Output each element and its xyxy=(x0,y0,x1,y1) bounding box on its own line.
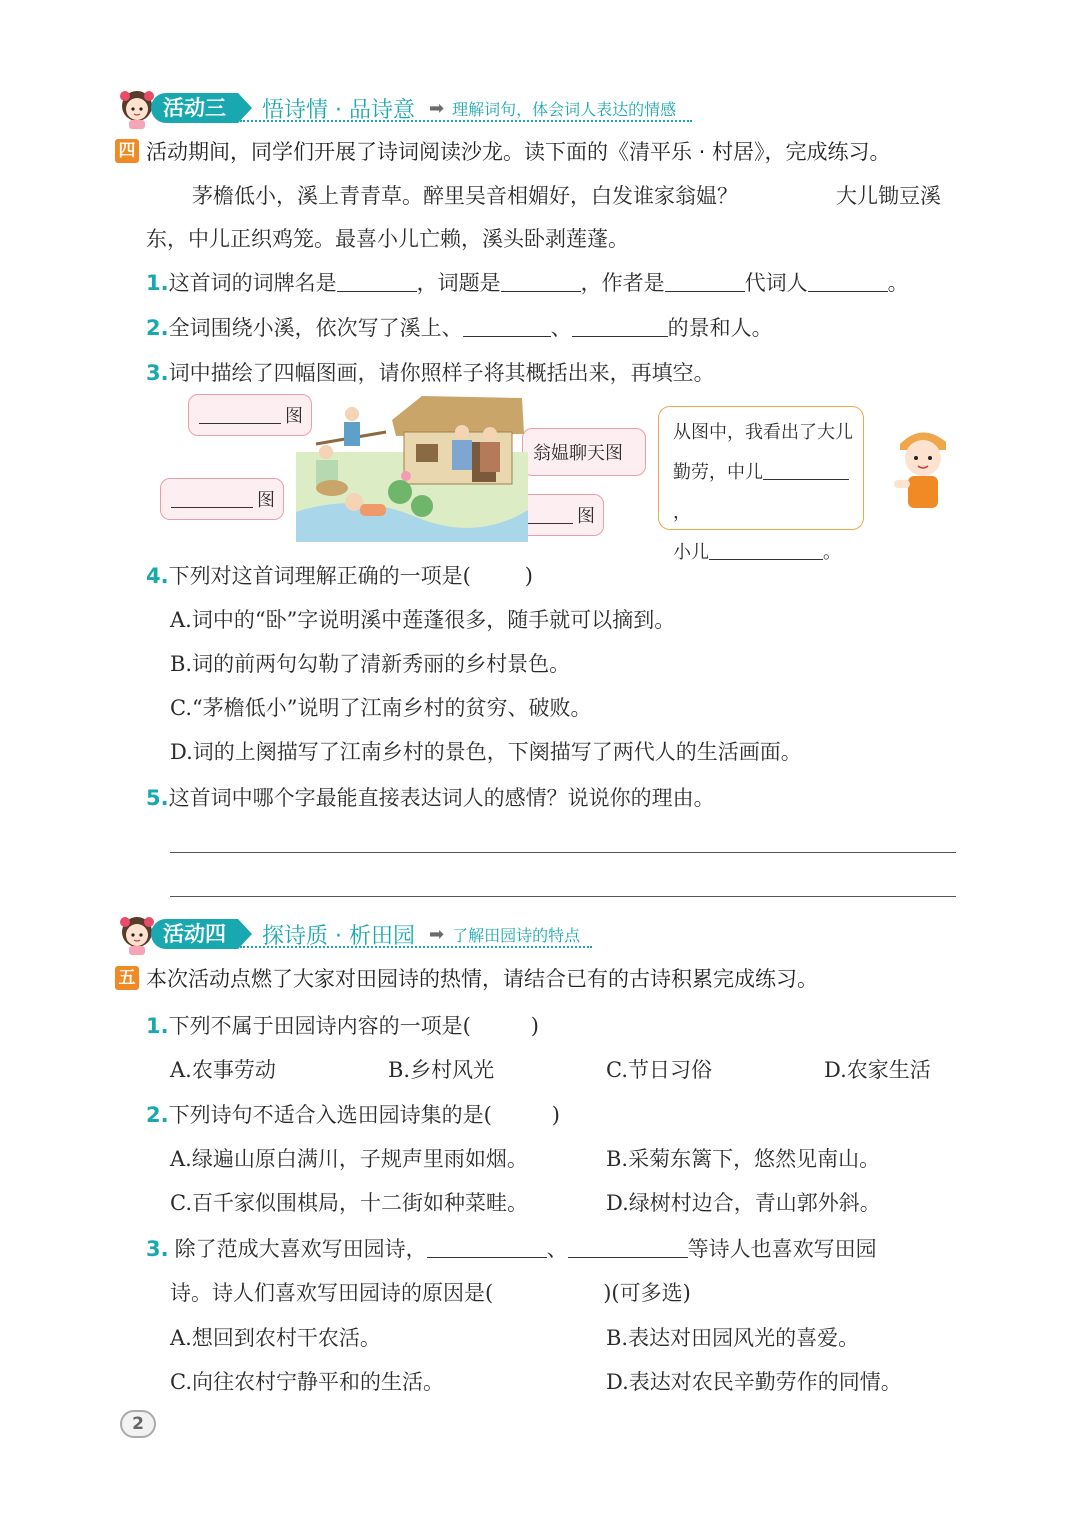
picture-box-3[interactable]: 图 xyxy=(480,494,604,536)
q5-3-option-c: C.向往农村宁静平和的生活。 xyxy=(170,1370,444,1394)
q5-2-option-c: C.百千家似围棋局，十二街如种菜畦。 xyxy=(170,1191,528,1215)
poet-blank[interactable] xyxy=(808,270,888,292)
q4-item-5: 5.这首词中哪个字最能直接表达词人的感情？说说你的理由。 xyxy=(146,786,715,810)
q5-1-option-d: D.农家生活 xyxy=(824,1058,931,1082)
arrow-right-icon: ➡ xyxy=(428,97,445,119)
q5-3-option-a: A.想回到农村干农活。 xyxy=(170,1326,381,1350)
arrow-right-icon: ➡ xyxy=(428,923,445,945)
village-illustration xyxy=(296,392,528,542)
q4-item-3: 3.词中描绘了四幅图画，请你照样子将其概括出来，再填空。 xyxy=(146,361,715,385)
answer-line-2[interactable] xyxy=(170,896,956,897)
q4-option-b: B.词的前两句勾勒了清新秀丽的乡村景色。 xyxy=(170,652,571,676)
q5-2-option-d: D.绿树村边合，青山郭外斜。 xyxy=(606,1191,881,1215)
poet-blank-2[interactable] xyxy=(568,1236,688,1258)
activity-3-title: 悟诗情 · 品诗意 xyxy=(262,97,415,123)
scene-blank-2[interactable] xyxy=(572,315,668,337)
poem-line-1: 茅檐低小，溪上青青草。醉里吴音相媚好，白发谁家翁媪？ xyxy=(192,184,738,208)
q5-item-3: 3. 除了范成大喜欢写田园诗， 、 等诗人也喜欢写田园 xyxy=(146,1237,877,1261)
activity-3-banner xyxy=(115,88,676,128)
citi-blank[interactable] xyxy=(501,270,581,292)
q4-item-4: 4.下列对这首词理解正确的一项是( ) xyxy=(146,564,533,588)
picture-box-example: 翁媪聊天图 xyxy=(522,428,646,476)
cipai-blank[interactable] xyxy=(337,270,417,292)
poem-line-1-tail: 大儿锄豆溪 xyxy=(836,184,941,208)
q5-item-1: 1.下列不属于田园诗内容的一项是( ) xyxy=(146,1014,539,1038)
q4-item-2: 2.全词围绕小溪，依次写了溪上、 、 的景和人。 xyxy=(146,316,773,340)
q5-1-option-c: C.节日习俗 xyxy=(606,1058,712,1082)
activity-3-tag: 活动三 xyxy=(151,93,238,123)
activity-3-underline xyxy=(240,120,692,122)
q5-item-2: 2.下列诗句不适合入选田园诗集的是( ) xyxy=(146,1103,560,1127)
question-5-badge: 五 xyxy=(115,966,139,990)
poet-blank-1[interactable] xyxy=(427,1236,547,1258)
activity-4-banner xyxy=(115,914,580,954)
q4-option-c: C.“茅檐低小”说明了江南乡村的贫穷、破败。 xyxy=(170,696,592,720)
q4-option-d: D.词的上阕描写了江南乡村的景色，下阕描写了两代人的生活画面。 xyxy=(170,740,802,764)
zhonger-blank[interactable] xyxy=(763,462,849,480)
q5-2-option-a: A.绿遍山原白满川，子规声里雨如烟。 xyxy=(170,1147,528,1171)
activity-3-goal: 理解词句，体会词人表达的情感 xyxy=(452,99,677,119)
q5-3-option-b: B.表达对田园风光的喜爱。 xyxy=(606,1326,860,1350)
xiaoer-blank[interactable] xyxy=(709,542,823,560)
q5-1-option-a: A.农事劳动 xyxy=(170,1058,276,1082)
activity-4-title: 探诗质 · 析田园 xyxy=(262,923,415,949)
q5-2-option-b: B.采菊东篱下，悠然见南山。 xyxy=(606,1147,881,1171)
q4-option-a: A.词中的“卧”字说明溪中莲蓬很多，随手就可以摘到。 xyxy=(170,608,676,632)
activity-4-goal: 了解田园诗的特点 xyxy=(452,925,581,945)
poem-line-2: 东，中儿正织鸡笼。最喜小儿亡赖，溪头卧剥莲蓬。 xyxy=(146,227,629,251)
picture-box-2[interactable]: 图 xyxy=(160,478,284,520)
q5-3-option-d: D.表达对农民辛勤劳作的同情。 xyxy=(606,1370,902,1394)
q4-item-1: 1.这首词的词牌名是 ，词题是 ，作者是 代词人 。 xyxy=(146,271,909,295)
boy-mascot-icon xyxy=(890,422,954,512)
scene-blank-1[interactable] xyxy=(463,315,551,337)
page-number: 2 xyxy=(120,1410,156,1438)
q5-item-3-line-2: 诗。诗人们喜欢写田园诗的原因是( )(可多选) xyxy=(170,1281,691,1305)
activity-4-underline xyxy=(240,946,592,948)
q5-1-option-b: B.乡村风光 xyxy=(388,1058,495,1082)
activity-4-tag: 活动四 xyxy=(151,919,238,949)
answer-line-1[interactable] xyxy=(170,852,956,853)
dynasty-blank[interactable] xyxy=(665,270,745,292)
question-4-badge: 四 xyxy=(115,139,139,163)
question-4-title: 活动期间，同学们开展了诗词阅读沙龙。读下面的《清平乐 · 村居》，完成练习。 xyxy=(146,140,891,164)
picture-box-1[interactable]: 图 xyxy=(188,394,312,436)
speech-bubble: 从图中，我看出了大儿 勤劳，中儿， 小儿 。 xyxy=(658,406,864,530)
question-5-title: 本次活动点燃了大家对田园诗的热情，请结合已有的古诗积累完成练习。 xyxy=(146,967,818,991)
